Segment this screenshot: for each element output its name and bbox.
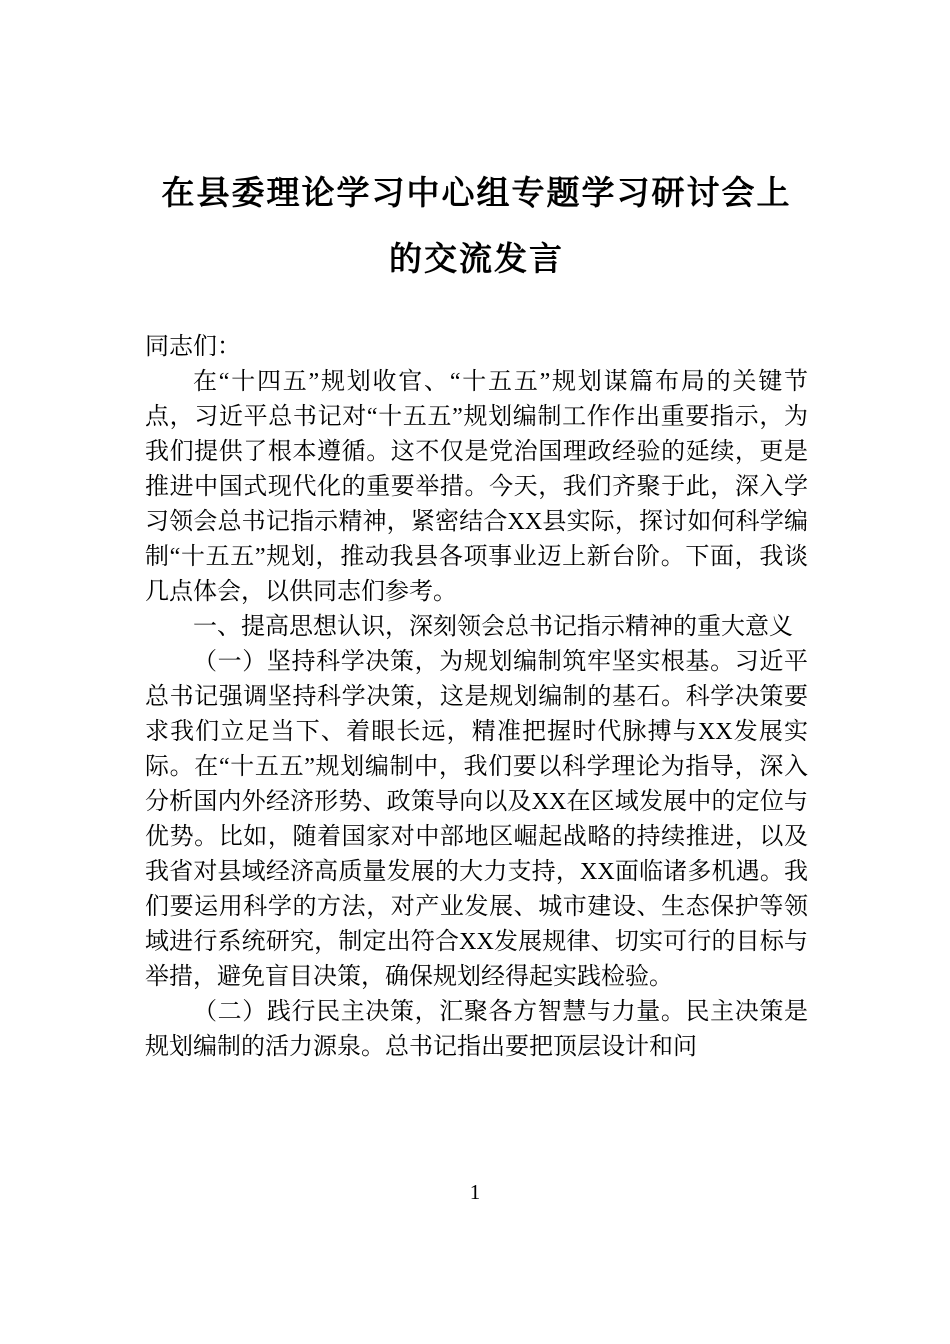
section-heading-1: 一、提高思想认识，深刻领会总书记指示精神的重大意义 xyxy=(193,614,793,640)
document-body xyxy=(145,330,808,1065)
document-title xyxy=(145,160,808,292)
title-line-1: 在县委理论学习中心组专题学习研讨会上 xyxy=(161,174,792,211)
salutation: 同志们： xyxy=(145,334,241,360)
subsection-paragraph-2: （二）践行民主决策，汇聚各方智慧与力量。民主决策是规划编制的活力源泉。总书记指出要把顶层设计和问 xyxy=(145,999,808,1060)
subsection-paragraph-1: （一）坚持科学决策，为规划编制筑牢坚实根基。习近平总书记强调坚持科学决策，这是规划编制的基石。科学决策要求我们立足当下、着眼长远，精准把握时代脉搏与XX发展实际。在“十五五”规划编制中，我们要以科学理论为指导，深入分析国内外经济形势、政策导向以及XX在区域发展中的定位与优势。比如，随着国家对中部地区崛起战略的持续推进，以及我省对县域经济高质量发展的大力支持，XX面临诸多机遇。我们要运用科学的方法，对产业发展、城市建设、生态保护等领域进行系统研究，制定出符合XX发展规律、切实可行的目标与举措，避免盲目决策，确保规划经得起实践检验。 xyxy=(145,649,808,990)
document-content xyxy=(145,160,808,1065)
title-line-2: 的交流发言 xyxy=(389,240,564,277)
intro-paragraph: 在“十四五”规划收官、“十五五”规划谋篇布局的关键节点，习近平总书记对“十五五”规划编制工作作出重要指示，为我们提供了根本遵循。这不仅是党治国理政经验的延续，更是推进中国式现代化的重要举措。今天，我们齐聚于此，深入学习领会总书记指示精神，紧密结合XX县实际，探讨如何科学编制“十五五”规划，推动我县各项事业迈上新台阶。下面，我谈几点体会，以供同志们参考。 xyxy=(145,369,808,605)
page-number: 1 xyxy=(469,1180,481,1204)
